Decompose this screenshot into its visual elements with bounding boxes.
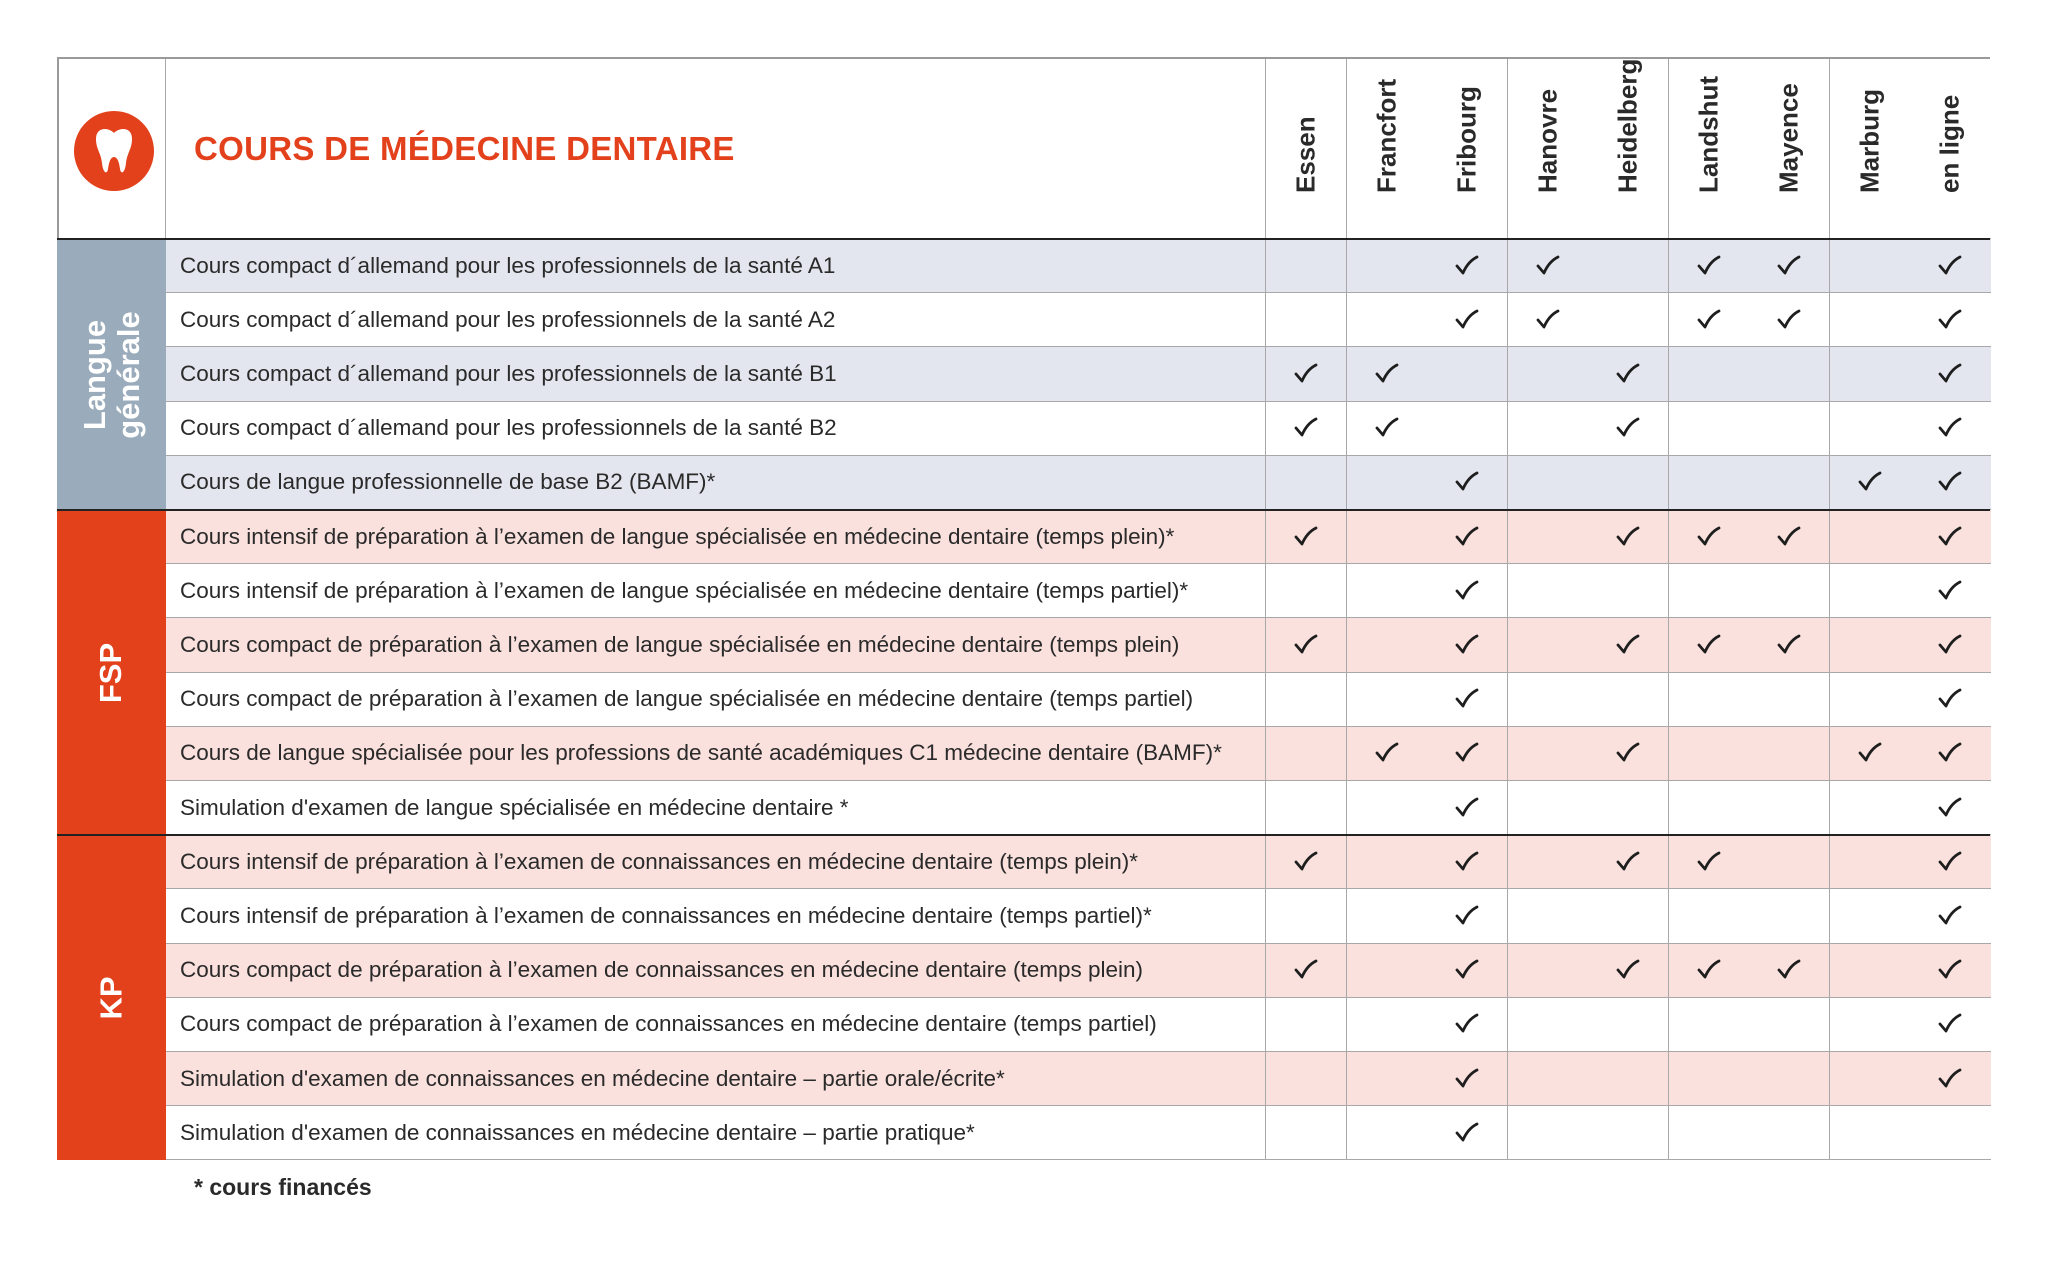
availability-cell-heidelberg bbox=[1588, 835, 1669, 889]
column-header-hanovre bbox=[1508, 59, 1589, 239]
availability-cell-essen bbox=[1266, 347, 1347, 401]
availability-cell-en-ligne bbox=[1910, 781, 1991, 835]
column-header-mayence bbox=[1749, 59, 1830, 239]
column-header-fribourg bbox=[1427, 59, 1508, 239]
check-icon bbox=[1615, 416, 1641, 440]
course-label: Cours intensif de préparation à l’examen de connaissances en médecine dentaire (temps partiel)* bbox=[166, 889, 1266, 943]
availability-cell-mayence bbox=[1749, 1052, 1830, 1106]
check-icon bbox=[1937, 525, 1963, 549]
group-label-langue bbox=[57, 239, 166, 510]
check-icon bbox=[1776, 525, 1802, 549]
availability-cell-fribourg bbox=[1427, 293, 1508, 347]
availability-cell-hanovre bbox=[1508, 727, 1589, 781]
check-icon bbox=[1937, 904, 1963, 928]
column-header-francfort bbox=[1347, 59, 1428, 239]
page-title: COURS DE MÉDECINE DENTAIRE bbox=[194, 130, 735, 167]
availability-cell-essen bbox=[1266, 727, 1347, 781]
check-icon bbox=[1454, 308, 1480, 332]
check-icon bbox=[1454, 1012, 1480, 1036]
availability-cell-en-ligne bbox=[1910, 402, 1991, 456]
check-icon bbox=[1374, 362, 1400, 386]
check-icon bbox=[1937, 579, 1963, 603]
availability-cell-mayence bbox=[1749, 889, 1830, 943]
column-header-label: Heidelberg bbox=[1612, 58, 1643, 193]
availability-cell-heidelberg bbox=[1588, 673, 1669, 727]
check-icon bbox=[1454, 904, 1480, 928]
availability-cell-marburg bbox=[1830, 727, 1911, 781]
check-icon bbox=[1615, 850, 1641, 874]
availability-cell-essen bbox=[1266, 293, 1347, 347]
availability-cell-en-ligne bbox=[1910, 1052, 1991, 1106]
availability-cell-marburg bbox=[1830, 293, 1911, 347]
availability-cell-marburg bbox=[1830, 510, 1911, 564]
availability-cell-fribourg bbox=[1427, 1052, 1508, 1106]
check-icon bbox=[1454, 633, 1480, 657]
availability-cell-heidelberg bbox=[1588, 456, 1669, 510]
availability-cell-landshut bbox=[1669, 1106, 1750, 1160]
availability-cell-hanovre bbox=[1508, 293, 1589, 347]
availability-cell-essen bbox=[1266, 1052, 1347, 1106]
availability-cell-fribourg bbox=[1427, 781, 1508, 835]
availability-cell-essen bbox=[1266, 618, 1347, 672]
check-icon bbox=[1937, 362, 1963, 386]
availability-cell-francfort bbox=[1347, 239, 1428, 293]
course-label: Cours compact d´allemand pour les professionnels de la santé B2 bbox=[166, 402, 1266, 456]
course-label: Cours compact d´allemand pour les professionnels de la santé A1 bbox=[166, 239, 1266, 293]
availability-cell-francfort bbox=[1347, 564, 1428, 618]
availability-cell-heidelberg bbox=[1588, 781, 1669, 835]
availability-cell-hanovre bbox=[1508, 618, 1589, 672]
title-cell bbox=[166, 59, 1266, 239]
availability-cell-fribourg bbox=[1427, 889, 1508, 943]
availability-cell-hanovre bbox=[1508, 239, 1589, 293]
group-label-text: KP bbox=[93, 976, 129, 1020]
column-header-label: Hanovre bbox=[1532, 88, 1563, 193]
logo-cell bbox=[57, 59, 166, 239]
group-label-text: Langue générale bbox=[76, 310, 146, 439]
availability-cell-francfort bbox=[1347, 673, 1428, 727]
check-icon bbox=[1696, 958, 1722, 982]
availability-cell-essen bbox=[1266, 402, 1347, 456]
availability-cell-francfort bbox=[1347, 835, 1428, 889]
footnote: * cours financés bbox=[194, 1174, 372, 1200]
availability-cell-heidelberg bbox=[1588, 402, 1669, 456]
column-header-en-ligne bbox=[1910, 59, 1991, 239]
availability-cell-mayence bbox=[1749, 1106, 1830, 1160]
check-icon bbox=[1696, 254, 1722, 278]
availability-cell-fribourg bbox=[1427, 673, 1508, 727]
column-header-landshut bbox=[1669, 59, 1750, 239]
availability-cell-hanovre bbox=[1508, 347, 1589, 401]
availability-cell-mayence bbox=[1749, 456, 1830, 510]
availability-cell-francfort bbox=[1347, 944, 1428, 998]
check-icon bbox=[1937, 958, 1963, 982]
check-icon bbox=[1535, 254, 1561, 278]
course-label: Cours de langue spécialisée pour les professions de santé académiques C1 médecine dentaire (BAMF)* bbox=[166, 727, 1266, 781]
availability-cell-hanovre bbox=[1508, 889, 1589, 943]
availability-cell-hanovre bbox=[1508, 998, 1589, 1052]
availability-cell-fribourg bbox=[1427, 347, 1508, 401]
availability-cell-mayence bbox=[1749, 618, 1830, 672]
availability-cell-landshut bbox=[1669, 998, 1750, 1052]
availability-cell-mayence bbox=[1749, 727, 1830, 781]
availability-cell-heidelberg bbox=[1588, 1106, 1669, 1160]
column-header-label: en ligne bbox=[1934, 94, 1965, 193]
availability-cell-en-ligne bbox=[1910, 564, 1991, 618]
availability-cell-fribourg bbox=[1427, 618, 1508, 672]
check-icon bbox=[1937, 796, 1963, 820]
availability-cell-landshut bbox=[1669, 510, 1750, 564]
availability-cell-landshut bbox=[1669, 944, 1750, 998]
availability-cell-fribourg bbox=[1427, 510, 1508, 564]
availability-cell-marburg bbox=[1830, 239, 1911, 293]
availability-cell-landshut bbox=[1669, 673, 1750, 727]
availability-cell-mayence bbox=[1749, 347, 1830, 401]
availability-cell-marburg bbox=[1830, 998, 1911, 1052]
check-icon bbox=[1615, 633, 1641, 657]
tooth-icon bbox=[74, 111, 154, 191]
availability-cell-francfort bbox=[1347, 889, 1428, 943]
course-label: Cours compact de préparation à l’examen de connaissances en médecine dentaire (temps partiel) bbox=[166, 998, 1266, 1052]
availability-cell-francfort bbox=[1347, 618, 1428, 672]
check-icon bbox=[1535, 308, 1561, 332]
availability-cell-heidelberg bbox=[1588, 618, 1669, 672]
availability-cell-francfort bbox=[1347, 510, 1428, 564]
check-icon bbox=[1937, 633, 1963, 657]
availability-cell-en-ligne bbox=[1910, 998, 1991, 1052]
availability-cell-landshut bbox=[1669, 293, 1750, 347]
check-icon bbox=[1776, 633, 1802, 657]
course-label: Cours compact de préparation à l’examen de connaissances en médecine dentaire (temps plein) bbox=[166, 944, 1266, 998]
availability-cell-fribourg bbox=[1427, 239, 1508, 293]
availability-cell-marburg bbox=[1830, 673, 1911, 727]
availability-cell-essen bbox=[1266, 456, 1347, 510]
availability-cell-hanovre bbox=[1508, 1052, 1589, 1106]
availability-cell-landshut bbox=[1669, 402, 1750, 456]
column-header-marburg bbox=[1830, 59, 1911, 239]
availability-cell-mayence bbox=[1749, 998, 1830, 1052]
availability-cell-marburg bbox=[1830, 347, 1911, 401]
group-label-fsp bbox=[57, 510, 166, 835]
group-divider bbox=[57, 834, 1990, 836]
group-label-text: FSP bbox=[93, 642, 129, 703]
column-header-essen bbox=[1266, 59, 1347, 239]
availability-cell-fribourg bbox=[1427, 944, 1508, 998]
availability-cell-francfort bbox=[1347, 1052, 1428, 1106]
availability-cell-hanovre bbox=[1508, 510, 1589, 564]
availability-cell-hanovre bbox=[1508, 402, 1589, 456]
availability-cell-en-ligne bbox=[1910, 456, 1991, 510]
availability-cell-francfort bbox=[1347, 347, 1428, 401]
course-label: Cours compact de préparation à l’examen de langue spécialisée en médecine dentaire (temps partiel) bbox=[166, 673, 1266, 727]
availability-cell-mayence bbox=[1749, 944, 1830, 998]
check-icon bbox=[1776, 958, 1802, 982]
check-icon bbox=[1937, 254, 1963, 278]
availability-cell-en-ligne bbox=[1910, 239, 1991, 293]
availability-cell-francfort bbox=[1347, 1106, 1428, 1160]
availability-cell-landshut bbox=[1669, 239, 1750, 293]
check-icon bbox=[1293, 362, 1319, 386]
check-icon bbox=[1696, 850, 1722, 874]
check-icon bbox=[1776, 308, 1802, 332]
availability-cell-marburg bbox=[1830, 944, 1911, 998]
availability-cell-marburg bbox=[1830, 1106, 1911, 1160]
availability-cell-en-ligne bbox=[1910, 835, 1991, 889]
availability-cell-essen bbox=[1266, 1106, 1347, 1160]
availability-cell-fribourg bbox=[1427, 402, 1508, 456]
check-icon bbox=[1937, 308, 1963, 332]
check-icon bbox=[1937, 416, 1963, 440]
check-icon bbox=[1454, 796, 1480, 820]
availability-cell-mayence bbox=[1749, 293, 1830, 347]
availability-cell-hanovre bbox=[1508, 781, 1589, 835]
check-icon bbox=[1374, 741, 1400, 765]
check-icon bbox=[1615, 958, 1641, 982]
availability-cell-mayence bbox=[1749, 239, 1830, 293]
availability-cell-heidelberg bbox=[1588, 1052, 1669, 1106]
availability-cell-en-ligne bbox=[1910, 510, 1991, 564]
availability-cell-mayence bbox=[1749, 402, 1830, 456]
check-icon bbox=[1937, 1012, 1963, 1036]
column-header-label: Landshut bbox=[1693, 76, 1724, 193]
check-icon bbox=[1454, 254, 1480, 278]
availability-cell-essen bbox=[1266, 564, 1347, 618]
availability-cell-fribourg bbox=[1427, 564, 1508, 618]
column-header-label: Essen bbox=[1290, 116, 1321, 193]
check-icon bbox=[1857, 741, 1883, 765]
check-icon bbox=[1454, 1121, 1480, 1145]
availability-cell-francfort bbox=[1347, 402, 1428, 456]
availability-cell-en-ligne bbox=[1910, 673, 1991, 727]
availability-cell-heidelberg bbox=[1588, 293, 1669, 347]
availability-cell-francfort bbox=[1347, 456, 1428, 510]
availability-cell-en-ligne bbox=[1910, 944, 1991, 998]
availability-cell-hanovre bbox=[1508, 673, 1589, 727]
check-icon bbox=[1937, 850, 1963, 874]
availability-cell-marburg bbox=[1830, 564, 1911, 618]
column-header-label: Mayence bbox=[1773, 83, 1804, 193]
check-icon bbox=[1615, 525, 1641, 549]
availability-cell-landshut bbox=[1669, 1052, 1750, 1106]
check-icon bbox=[1454, 525, 1480, 549]
availability-cell-fribourg bbox=[1427, 727, 1508, 781]
availability-cell-hanovre bbox=[1508, 564, 1589, 618]
course-label: Cours compact d´allemand pour les professionnels de la santé A2 bbox=[166, 293, 1266, 347]
availability-cell-en-ligne bbox=[1910, 347, 1991, 401]
course-label: Simulation d'examen de langue spécialisée en médecine dentaire * bbox=[166, 781, 1266, 835]
availability-cell-landshut bbox=[1669, 618, 1750, 672]
course-label: Cours compact d´allemand pour les professionnels de la santé B1 bbox=[166, 347, 1266, 401]
check-icon bbox=[1696, 308, 1722, 332]
availability-cell-landshut bbox=[1669, 727, 1750, 781]
check-icon bbox=[1937, 687, 1963, 711]
availability-cell-marburg bbox=[1830, 889, 1911, 943]
availability-cell-en-ligne bbox=[1910, 1106, 1991, 1160]
check-icon bbox=[1293, 958, 1319, 982]
column-header-label: Francfort bbox=[1371, 78, 1402, 193]
availability-cell-essen bbox=[1266, 239, 1347, 293]
availability-cell-essen bbox=[1266, 889, 1347, 943]
check-icon bbox=[1454, 579, 1480, 603]
availability-cell-fribourg bbox=[1427, 456, 1508, 510]
availability-cell-marburg bbox=[1830, 1052, 1911, 1106]
availability-cell-essen bbox=[1266, 944, 1347, 998]
availability-cell-francfort bbox=[1347, 293, 1428, 347]
check-icon bbox=[1454, 741, 1480, 765]
availability-cell-landshut bbox=[1669, 347, 1750, 401]
check-icon bbox=[1293, 416, 1319, 440]
availability-cell-heidelberg bbox=[1588, 998, 1669, 1052]
availability-cell-fribourg bbox=[1427, 835, 1508, 889]
availability-cell-hanovre bbox=[1508, 1106, 1589, 1160]
availability-cell-mayence bbox=[1749, 673, 1830, 727]
check-icon bbox=[1454, 958, 1480, 982]
availability-cell-landshut bbox=[1669, 889, 1750, 943]
check-icon bbox=[1293, 525, 1319, 549]
availability-cell-heidelberg bbox=[1588, 510, 1669, 564]
availability-cell-heidelberg bbox=[1588, 727, 1669, 781]
check-icon bbox=[1293, 633, 1319, 657]
check-icon bbox=[1937, 470, 1963, 494]
availability-cell-heidelberg bbox=[1588, 239, 1669, 293]
availability-cell-heidelberg bbox=[1588, 889, 1669, 943]
availability-cell-marburg bbox=[1830, 618, 1911, 672]
availability-cell-en-ligne bbox=[1910, 293, 1991, 347]
availability-cell-marburg bbox=[1830, 402, 1911, 456]
course-label: Cours de langue professionnelle de base B2 (BAMF)* bbox=[166, 456, 1266, 510]
availability-cell-landshut bbox=[1669, 456, 1750, 510]
availability-cell-landshut bbox=[1669, 835, 1750, 889]
availability-cell-essen bbox=[1266, 781, 1347, 835]
course-label: Cours intensif de préparation à l’examen de connaissances en médecine dentaire (temps plein)* bbox=[166, 835, 1266, 889]
availability-cell-francfort bbox=[1347, 727, 1428, 781]
availability-cell-landshut bbox=[1669, 564, 1750, 618]
availability-cell-heidelberg bbox=[1588, 347, 1669, 401]
availability-cell-essen bbox=[1266, 835, 1347, 889]
availability-cell-en-ligne bbox=[1910, 727, 1991, 781]
availability-cell-essen bbox=[1266, 998, 1347, 1052]
availability-cell-mayence bbox=[1749, 835, 1830, 889]
availability-cell-fribourg bbox=[1427, 998, 1508, 1052]
check-icon bbox=[1293, 850, 1319, 874]
availability-cell-mayence bbox=[1749, 510, 1830, 564]
course-label: Cours compact de préparation à l’examen de langue spécialisée en médecine dentaire (temps plein) bbox=[166, 618, 1266, 672]
availability-cell-heidelberg bbox=[1588, 944, 1669, 998]
check-icon bbox=[1776, 254, 1802, 278]
availability-cell-marburg bbox=[1830, 456, 1911, 510]
course-label: Cours intensif de préparation à l’examen de langue spécialisée en médecine dentaire (temps partiel)* bbox=[166, 564, 1266, 618]
availability-cell-essen bbox=[1266, 673, 1347, 727]
check-icon bbox=[1937, 741, 1963, 765]
availability-cell-francfort bbox=[1347, 781, 1428, 835]
column-header-heidelberg bbox=[1588, 59, 1669, 239]
check-icon bbox=[1696, 525, 1722, 549]
check-icon bbox=[1374, 416, 1400, 440]
availability-cell-francfort bbox=[1347, 998, 1428, 1052]
check-icon bbox=[1615, 362, 1641, 386]
course-label: Simulation d'examen de connaissances en médecine dentaire – partie orale/écrite* bbox=[166, 1052, 1266, 1106]
check-icon bbox=[1937, 1067, 1963, 1091]
availability-cell-hanovre bbox=[1508, 944, 1589, 998]
check-icon bbox=[1454, 470, 1480, 494]
availability-cell-hanovre bbox=[1508, 456, 1589, 510]
availability-cell-fribourg bbox=[1427, 1106, 1508, 1160]
group-divider bbox=[57, 509, 1990, 511]
availability-cell-essen bbox=[1266, 510, 1347, 564]
check-icon bbox=[1615, 741, 1641, 765]
group-divider bbox=[57, 238, 1990, 240]
course-table bbox=[57, 57, 1990, 1160]
availability-cell-landshut bbox=[1669, 781, 1750, 835]
availability-cell-heidelberg bbox=[1588, 564, 1669, 618]
check-icon bbox=[1857, 470, 1883, 494]
availability-cell-en-ligne bbox=[1910, 618, 1991, 672]
course-label: Cours intensif de préparation à l’examen de langue spécialisée en médecine dentaire (temps plein)* bbox=[166, 510, 1266, 564]
availability-cell-mayence bbox=[1749, 781, 1830, 835]
column-header-label: Fribourg bbox=[1451, 86, 1482, 193]
availability-cell-mayence bbox=[1749, 564, 1830, 618]
check-icon bbox=[1454, 1067, 1480, 1091]
check-icon bbox=[1454, 850, 1480, 874]
group-label-kp bbox=[57, 835, 166, 1160]
availability-cell-marburg bbox=[1830, 781, 1911, 835]
column-header-label: Marburg bbox=[1854, 89, 1885, 193]
check-icon bbox=[1454, 687, 1480, 711]
availability-cell-marburg bbox=[1830, 835, 1911, 889]
check-icon bbox=[1696, 633, 1722, 657]
course-label: Simulation d'examen de connaissances en médecine dentaire – partie pratique* bbox=[166, 1106, 1266, 1160]
availability-cell-en-ligne bbox=[1910, 889, 1991, 943]
availability-cell-hanovre bbox=[1508, 835, 1589, 889]
